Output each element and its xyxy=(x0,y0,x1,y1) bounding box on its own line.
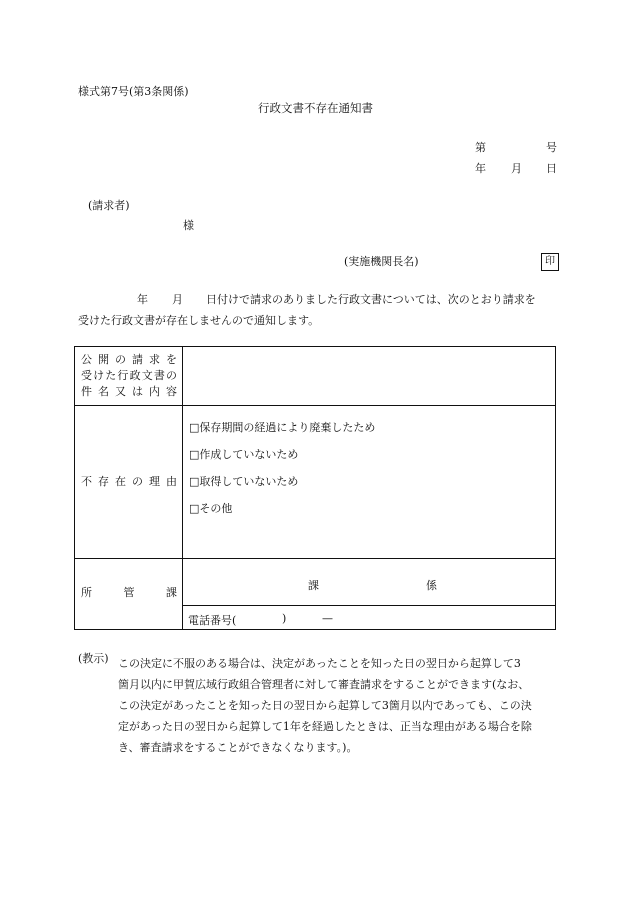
document-title: 行政文書不存在通知書 xyxy=(258,101,373,115)
label-char: 内 xyxy=(149,385,160,398)
honorific: 様 xyxy=(183,219,194,232)
number-go: 号 xyxy=(546,141,557,154)
label-char: 文 xyxy=(141,369,153,382)
form-number-label: 様式第7号(第3条関係) xyxy=(78,85,189,98)
body-line-1-text: 日付けで請求のありました行政文書については、次のとおり請求を xyxy=(206,293,536,306)
label-char: 存 xyxy=(98,475,109,488)
number-dai: 第 xyxy=(475,141,486,154)
reason-option-other[interactable]: □その他 xyxy=(189,502,233,515)
requester-label: (請求者) xyxy=(88,199,130,212)
label-line xyxy=(81,384,177,400)
seal-mark: 印 xyxy=(541,253,559,271)
label-char: 又 xyxy=(115,385,126,398)
section-label: 課 xyxy=(308,579,319,592)
label-char: 書 xyxy=(153,369,165,382)
notice-text xyxy=(118,653,556,758)
label-char: 由 xyxy=(166,475,177,488)
notice-line: き、審査請求をすることができなくなります。)。 xyxy=(118,741,358,754)
reason-option-disposed[interactable]: □保存期間の経過により廃棄したため xyxy=(189,421,376,434)
label-char: 件 xyxy=(81,385,92,398)
phone-label: 電話番号( xyxy=(188,614,237,627)
reason-option-not-created[interactable]: □作成していないため xyxy=(189,448,299,461)
body-month: 月 xyxy=(172,293,183,306)
notice-line: この決定があったことを知った日の翌日から起算して3箇月以内であっても、この決 xyxy=(118,699,532,712)
label-text xyxy=(81,585,177,601)
label-char: 理 xyxy=(149,475,160,488)
label-char: 開 xyxy=(98,353,109,366)
label-char: は xyxy=(132,385,143,398)
table-divider xyxy=(75,405,555,406)
table-divider xyxy=(182,605,555,606)
agency-head-label: (実施機関長名) xyxy=(344,255,419,268)
label-line xyxy=(81,368,177,384)
reason-option-not-acquired[interactable]: □取得していないため xyxy=(189,475,299,488)
table-divider-vertical xyxy=(182,347,183,629)
date-month: 月 xyxy=(511,162,522,175)
subsection-label: 係 xyxy=(426,579,437,592)
label-char: 行 xyxy=(117,369,129,382)
notice-line: 定があった日の翌日から起算して1年を経過したときは、正当な理由がある場合を除 xyxy=(118,720,532,733)
body-line-2: 受けた行政文書が存在しませんので通知します。 xyxy=(78,314,320,327)
label-char: の xyxy=(165,369,177,382)
notice-line: この決定に不服のある場合は、決定があったことを知った日の翌日から起算して3 xyxy=(118,657,521,670)
label-char: 公 xyxy=(81,353,92,366)
label-line xyxy=(81,352,177,368)
notice-line: 箇月以内に甲賀広域行政組合管理者に対して審査請求をすることができます(なお、 xyxy=(118,678,530,691)
label-char: 容 xyxy=(166,385,177,398)
label-char: 政 xyxy=(129,369,141,382)
label-char: 請 xyxy=(132,353,143,366)
department-label xyxy=(81,585,177,601)
label-char: 所 xyxy=(81,586,92,599)
label-text xyxy=(81,384,177,400)
phone-dash: — xyxy=(322,612,333,625)
notice-heading: (教示) xyxy=(78,652,109,665)
label-text xyxy=(81,368,177,384)
label-char: 管 xyxy=(123,586,135,599)
label-char: 求 xyxy=(149,353,160,366)
label-char: け xyxy=(93,369,105,382)
info-table xyxy=(74,346,556,630)
reason-label xyxy=(81,474,177,490)
label-char: の xyxy=(115,353,126,366)
body-year: 年 xyxy=(137,293,148,306)
label-char: 不 xyxy=(81,475,92,488)
label-char: 受 xyxy=(81,369,92,382)
phone-number xyxy=(188,612,333,628)
phone-close-paren: ) xyxy=(282,612,287,625)
table-divider xyxy=(75,558,555,559)
label-char: 在 xyxy=(115,475,126,488)
label-char: の xyxy=(132,475,143,488)
label-char: た xyxy=(105,369,117,382)
label-char: 課 xyxy=(166,586,177,599)
label-char: 名 xyxy=(98,385,109,398)
label-text xyxy=(81,352,177,368)
label-text xyxy=(81,474,177,490)
requested-document-label xyxy=(81,352,177,400)
label-char: を xyxy=(166,353,177,366)
date-day: 日 xyxy=(546,162,557,175)
date-year: 年 xyxy=(475,162,486,175)
